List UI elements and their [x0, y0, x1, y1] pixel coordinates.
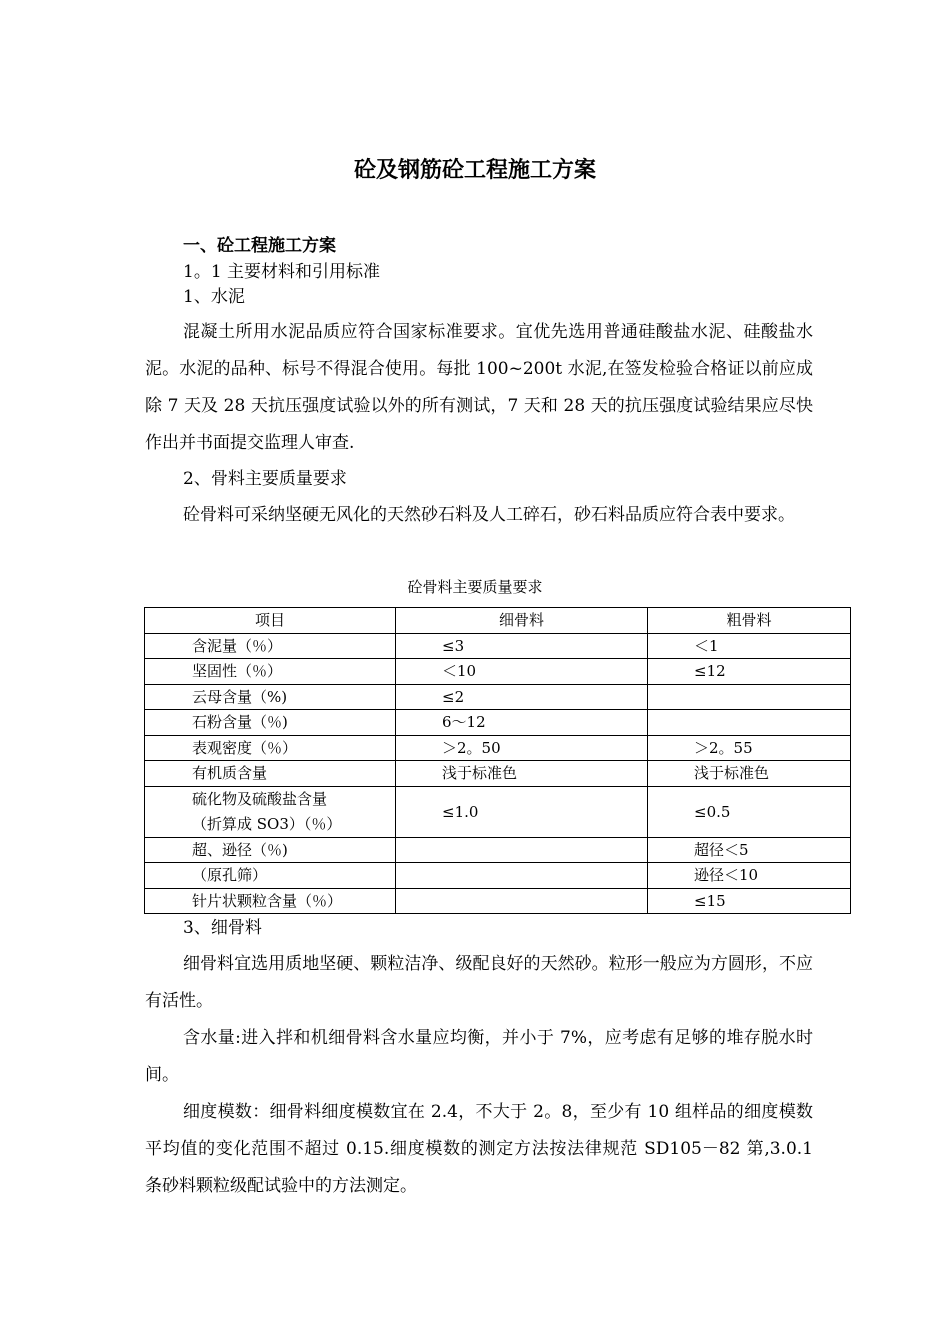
- header-coarse-aggregate: 粗骨料: [648, 608, 851, 634]
- cell-item: 坚固性（％）: [145, 659, 396, 685]
- table-row: [145, 684, 851, 710]
- document-title: 砼及钢筋砼工程施工方案: [353, 157, 596, 183]
- table-row: [145, 786, 851, 837]
- table-row: [145, 863, 851, 889]
- cell-fine: 浅于标准色: [396, 761, 648, 787]
- table-row: [145, 633, 851, 659]
- cell-item-line2: （折算成 SO3）（％）: [192, 814, 342, 833]
- item-heading-fine-aggregate: 3、细骨料: [183, 918, 262, 938]
- table-row: [145, 761, 851, 787]
- cell-fine: ≤3: [396, 633, 648, 659]
- cell-item-line1: 硫化物及硫酸盐含量: [192, 789, 328, 808]
- cell-fine: ≤2: [396, 684, 648, 710]
- cell-fine: [396, 837, 648, 863]
- subsection-heading: 1。1 主要材料和引用标准: [183, 262, 381, 282]
- paragraph-fine-aggregate-2: 含水量:进入拌和机细骨料含水量应均衡，并小于 7%，应考虑有足够的堆存脱水时间。: [145, 1028, 813, 1085]
- cell-coarse: ＜1: [648, 633, 851, 659]
- cell-item: 石粉含量（％): [145, 710, 396, 736]
- cell-coarse: [648, 710, 851, 736]
- paragraph-aggregate: 砼骨料可采纳坚硬无风化的天然砂石料及人工碎石，砂石料品质应符合表中要求。: [183, 505, 795, 525]
- table-header-row: [145, 608, 851, 634]
- item-heading-cement: 1、水泥: [183, 287, 245, 307]
- table-row: [145, 659, 851, 685]
- cell-fine: 6～12: [396, 710, 648, 736]
- cell-coarse: [648, 684, 851, 710]
- aggregate-quality-table: [144, 607, 851, 914]
- cell-item: 针片状颗粒含量（％）: [145, 888, 396, 914]
- cell-item: [145, 786, 396, 837]
- cell-fine: ＜10: [396, 659, 648, 685]
- cell-fine: [396, 888, 648, 914]
- cell-fine: [396, 863, 648, 889]
- cell-item: 云母含量（%): [145, 684, 396, 710]
- paragraph-cement: 混凝土所用水泥品质应符合国家标准要求。宜优先选用普通硅酸盐水泥、硅酸盐水泥。水泥的品种、标号不得混合使用。每批 100~200t 水泥,在签发检验合格证以前应成除 7 天及 28 天抗压强度试验以外的所有测试，7 天和 28 天的抗压强度试验结果应尽快作出并书面提交监理人审查.: [145, 322, 813, 453]
- cell-item: 有机质含量: [145, 761, 396, 787]
- table-row: [145, 888, 851, 914]
- cell-coarse: 浅于标准色: [648, 761, 851, 787]
- cell-item: （原孔筛）: [145, 863, 396, 889]
- table-row: [145, 710, 851, 736]
- paragraph-fine-aggregate-3: 细度模数：细骨料细度模数宜在 2.4，不大于 2。8，至少有 10 组样品的细度模数平均值的变化范围不超过 0.15.细度模数的测定方法按法律规范 SD105－82 第,3.0.1 条砂料颗粒级配试验中的方法测定。: [145, 1102, 813, 1196]
- cell-item: 含泥量（％）: [145, 633, 396, 659]
- header-fine-aggregate: 细骨料: [396, 608, 648, 634]
- table-caption: 砼骨料主要质量要求: [407, 578, 543, 596]
- item-heading-aggregate: 2、骨料主要质量要求: [183, 469, 347, 489]
- table-row: [145, 837, 851, 863]
- cell-coarse: 逊径＜10: [648, 863, 851, 889]
- cell-item: 表观密度（％）: [145, 735, 396, 761]
- cell-fine: ＞2。50: [396, 735, 648, 761]
- paragraph-fine-aggregate-1: 细骨料宜选用质地坚硬、颗粒洁净、级配良好的天然砂。粒形一般应为方圆形，不应有活性。: [145, 954, 813, 1011]
- cell-item: 超、逊径（％): [145, 837, 396, 863]
- section-heading: 一、砼工程施工方案: [183, 236, 336, 256]
- cell-coarse: ≤15: [648, 888, 851, 914]
- cell-coarse: 超径＜5: [648, 837, 851, 863]
- table-row: [145, 735, 851, 761]
- cell-coarse: ＞2。55: [648, 735, 851, 761]
- header-item: 项目: [145, 608, 396, 634]
- cell-coarse: ≤12: [648, 659, 851, 685]
- cell-coarse: ≤0.5: [648, 786, 851, 837]
- cell-fine: ≤1.0: [396, 786, 648, 837]
